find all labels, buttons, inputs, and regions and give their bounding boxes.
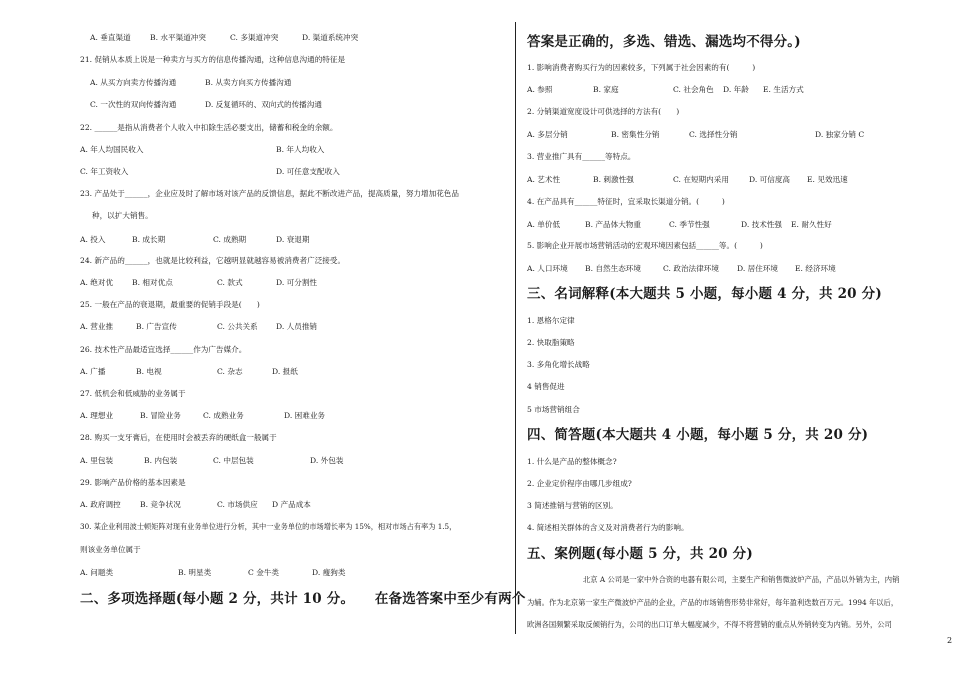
- q24-stem: 24. 新产品的______，也就是比较利益，它越明显就越容易被消费者广泛接受。: [80, 256, 346, 265]
- m4-stem: 4. 在产品具有______特征时，宜采取长渠道分销。( ): [527, 197, 725, 206]
- q20-option-b: B. 水平渠道冲突: [150, 33, 206, 42]
- q21-option-c: C. 一次性的双向传播沟通: [90, 100, 177, 109]
- m2-option-c: C. 选择性分销: [689, 130, 738, 139]
- q28-option-b: B. 内包装: [144, 456, 178, 465]
- q30-stem-line2: 则该业务单位属于: [80, 545, 141, 554]
- q28-option-c: C. 中层包装: [213, 456, 254, 465]
- m5-stem: 5. 影响企业开展市场营销活动的宏观环境因素包括______等。( ): [527, 241, 763, 250]
- q24-option-b: B. 相对优点: [132, 278, 173, 287]
- section4-item-3: 3 简述推销与营销的区别。: [527, 501, 618, 510]
- q21-option-a: A. 从买方向卖方传播沟通: [90, 78, 177, 87]
- q30-option-a: A. 问题类: [80, 568, 114, 577]
- m2-option-a: A. 多层分销: [527, 130, 568, 139]
- q27-option-b: B. 冒险业务: [140, 411, 181, 420]
- section4-item-1: 1. 什么是产品的整体概念?: [527, 457, 617, 466]
- page-number: 2: [947, 636, 953, 645]
- m5-option-d: D. 居住环境: [737, 264, 779, 273]
- m1-stem: 1. 影响消费者购买行为的因素较多，下列属于社会因素的有( ): [527, 63, 756, 72]
- q23-stem-line1: 23. 产品处于______，企业应及时了解市场对该产品的反馈信息，据此不断改进产品，提高质量，努力增加花色品: [80, 189, 459, 198]
- section4-item-4: 4. 简述相关群体的含义及对消费者行为的影响。: [527, 523, 689, 532]
- q29-option-b: B. 竞争状况: [140, 500, 181, 509]
- m1-option-c: C. 社会角色: [673, 85, 714, 94]
- q21-option-b: B. 从卖方向买方传播沟通: [205, 78, 292, 87]
- q23-option-a: A. 投入: [80, 235, 106, 244]
- q26-option-b: B. 电视: [136, 367, 162, 376]
- q29-option-d: D 产品成本: [272, 500, 311, 509]
- q23-stem-line2: 种，以扩大销售。: [92, 211, 153, 220]
- m3-option-a: A. 艺术性: [527, 175, 561, 184]
- m2-stem: 2. 分销渠道宽度设计可供选择的方法有( ): [527, 107, 680, 116]
- case-text-line2: 为辅。作为北京第一家生产微波炉产品的企业，产品的市场销售形势非常好，每年盈利迭数百万元。1994 年以后，: [527, 598, 899, 607]
- q25-option-b: B. 广告宣传: [136, 322, 177, 331]
- m3-option-c: C. 在短期内采用: [673, 175, 729, 184]
- m3-stem: 3. 营业推广具有______等特点。: [527, 152, 636, 161]
- m1-option-e: E. 生活方式: [763, 85, 804, 94]
- q29-option-c: C. 市场供应: [217, 500, 258, 509]
- q22-option-a: A. 年人均国民收入: [80, 145, 144, 154]
- m4-option-c: C. 季节性强: [669, 220, 710, 229]
- q24-option-d: D. 可分割性: [276, 278, 318, 287]
- q25-option-a: A. 营业推: [80, 322, 114, 331]
- q22-option-b: B. 年人均收入: [276, 145, 325, 154]
- q24-option-c: C. 款式: [217, 278, 243, 287]
- m1-option-b: B. 家庭: [593, 85, 619, 94]
- section3-item-3: 3. 多角化增长战略: [527, 360, 590, 369]
- q28-option-a: A. 里包装: [80, 456, 114, 465]
- column-divider: [515, 22, 516, 634]
- m5-option-a: A. 人口环境: [527, 264, 568, 273]
- m3-option-b: B. 刺激性强: [593, 175, 634, 184]
- m2-option-d: D. 独家分销 C: [815, 130, 865, 139]
- section2-heading: 二、多项选择题(每小题 2 分，共计 10 分。 在备选答案中至少有两个: [80, 591, 526, 607]
- q25-option-c: C. 公共关系: [217, 322, 258, 331]
- q25-option-d: D. 人员推销: [276, 322, 318, 331]
- q28-option-d: D. 外包装: [310, 456, 344, 465]
- m5-option-e: E. 经济环境: [795, 264, 836, 273]
- q26-option-d: D. 报纸: [272, 367, 298, 376]
- q27-option-a: A. 理想业: [80, 411, 114, 420]
- q26-stem: 26. 技术性产品最适宜选择______作为广告媒介。: [80, 345, 247, 354]
- q30-option-b: B. 明星类: [178, 568, 212, 577]
- q30-stem-line1: 30. 某企业利用波士顿矩阵对现有业务单位进行分析，其中一业务单位的市场增长率为 15%，相对市场占有率为 1.5，: [80, 522, 457, 531]
- q30-option-d: D. 瘦狗类: [312, 568, 346, 577]
- m5-option-c: C. 政治法律环境: [663, 264, 719, 273]
- q23-option-b: B. 成长期: [132, 235, 166, 244]
- q22-stem: 22. ______是指从消费者个人收入中扣除生活必要支出，储蓄和税金的余额。: [80, 123, 338, 132]
- m4-option-e: E. 耐久性好: [791, 220, 832, 229]
- q23-option-c: C. 成熟期: [213, 235, 247, 244]
- q25-stem: 25. 一般在产品的衰退期，最重要的促销手段是( ): [80, 300, 260, 309]
- m3-option-e: E. 见效迅速: [807, 175, 848, 184]
- q22-option-d: D. 可任意支配收入: [276, 167, 340, 176]
- q23-option-d: D. 衰退期: [276, 235, 310, 244]
- q27-option-d: D. 困难业务: [284, 411, 326, 420]
- q26-option-c: C. 杂志: [217, 367, 243, 376]
- m4-option-a: A. 单价低: [527, 220, 561, 229]
- q21-stem: 21. 促销从本质上说是一种卖方与买方的信息传播沟通，这种信息沟通的特征是: [80, 55, 346, 64]
- q20-option-d: D. 渠道系统冲突: [302, 33, 359, 42]
- q20-option-a: A. 垂直渠道: [90, 33, 131, 42]
- m4-option-b: B. 产品体大物重: [585, 220, 641, 229]
- m5-option-b: B. 自然生态环境: [585, 264, 641, 273]
- q20-option-c: C. 多渠道冲突: [230, 33, 279, 42]
- m1-option-d: D. 年龄: [723, 85, 749, 94]
- q28-stem: 28. 购买一支牙膏后，在使用时会被丢弃的硬纸盒一般属于: [80, 433, 277, 442]
- q30-option-c: C 金牛类: [248, 568, 280, 577]
- q27-option-c: C. 成熟业务: [203, 411, 244, 420]
- q29-stem: 29. 影响产品价格的基本因素是: [80, 478, 186, 487]
- section3-item-2: 2. 快取脂策略: [527, 338, 575, 347]
- m4-option-d: D. 技术性强: [741, 220, 783, 229]
- m1-option-a: A. 参照: [527, 85, 553, 94]
- m2-option-b: B. 密集性分销: [611, 130, 660, 139]
- q27-stem: 27. 低机会和低威胁的业务属于: [80, 389, 186, 398]
- section4-heading: 四、简答题(本大题共 4 小题，每小题 5 分，共 20 分): [527, 427, 869, 443]
- case-text-line1: 北京 A 公司是一家中外合资的电器有限公司，主要生产和销售微波炉产品，产品以外销为主，内销: [583, 575, 900, 584]
- section5-heading: 五、案例题(每小题 5 分，共 20 分): [527, 546, 753, 562]
- case-text-line3: 欧洲各国频繁采取反倾销行为，公司的出口订单大幅度减少，不得不将营销的重点从外销转变为内销。另外，公司: [527, 620, 892, 629]
- section2-heading-cont: 答案是正确的，多选、错选、漏选均不得分。): [527, 34, 801, 50]
- section3-item-5: 5 市场营销组合: [527, 405, 580, 414]
- section3-item-1: 1. 恩格尔定律: [527, 316, 575, 325]
- q24-option-a: A. 绝对优: [80, 278, 114, 287]
- q29-option-a: A. 政府调控: [80, 500, 121, 509]
- m3-option-d: D. 可信度高: [749, 175, 791, 184]
- q22-option-c: C. 年工资收入: [80, 167, 129, 176]
- section4-item-2: 2. 企业定价程序由哪几步组成?: [527, 479, 632, 488]
- section3-heading: 三、名词解释(本大题共 5 小题，每小题 4 分，共 20 分): [527, 286, 882, 302]
- q26-option-a: A. 广播: [80, 367, 106, 376]
- q21-option-d: D. 反复循环的、双向式的传播沟通: [205, 100, 322, 109]
- section3-item-4: 4 销售促进: [527, 382, 565, 391]
